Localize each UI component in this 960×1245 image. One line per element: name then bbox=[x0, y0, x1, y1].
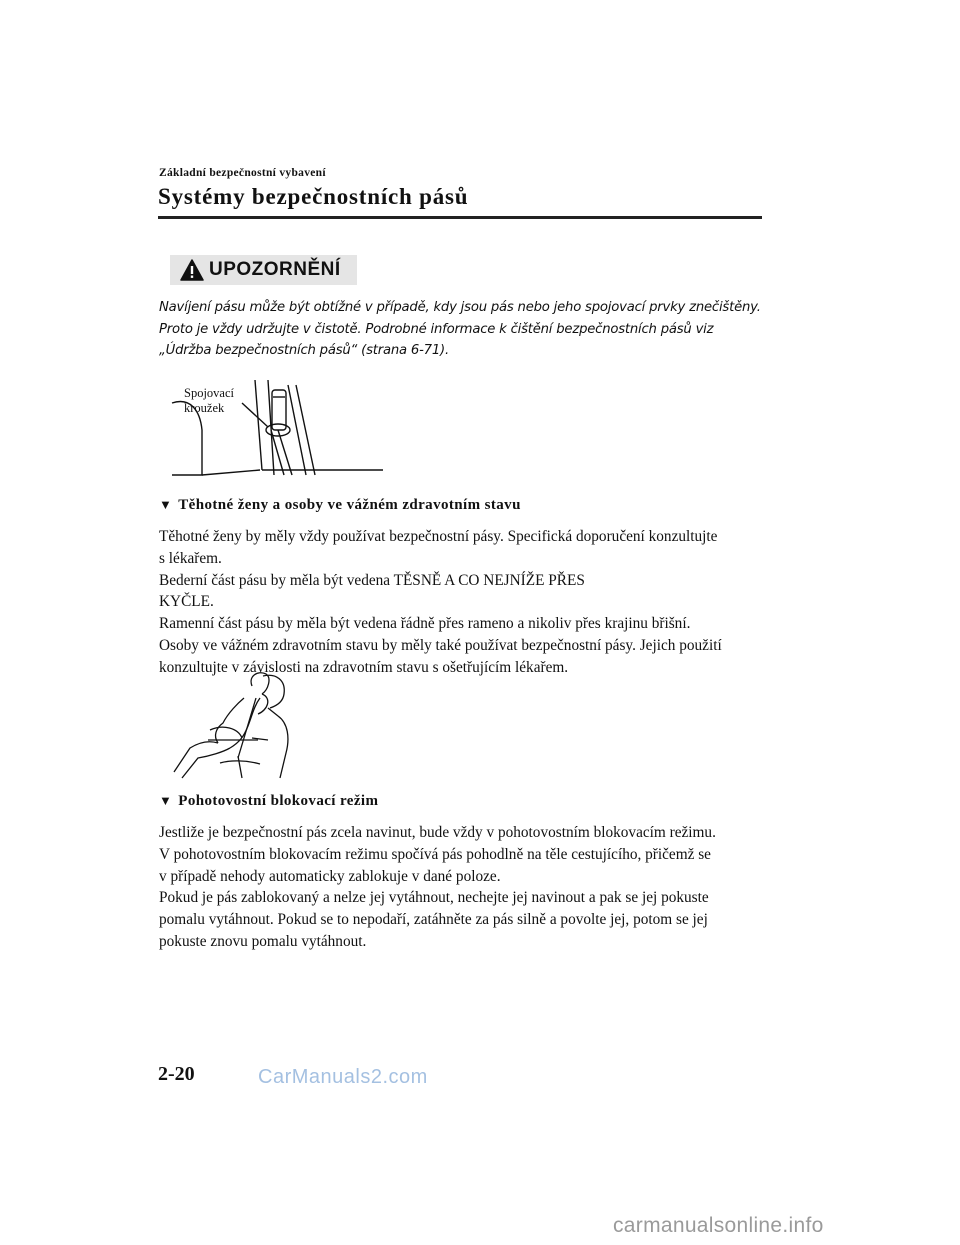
footer-site: carmanualsonline.info bbox=[613, 1214, 824, 1237]
warning-line: Navíjení pásu může být obtížné v případě, kdy jsou pás nebo jeho spojovací prvky znečištěny. bbox=[159, 300, 761, 315]
title-divider bbox=[158, 216, 762, 219]
page-number: 2-20 bbox=[158, 1063, 195, 1085]
figure-label-line: kroužek bbox=[184, 401, 225, 415]
page-title: Systémy bezpečnostních pásů bbox=[158, 184, 469, 209]
triangle-down-icon: ▼ bbox=[159, 497, 173, 512]
figure-label-line: Spojovací bbox=[184, 386, 234, 400]
body-line: konzultujte v závislosti na zdravotním stavu s ošetřujícím lékařem. bbox=[159, 658, 569, 676]
section-body bbox=[159, 526, 769, 679]
section-heading bbox=[159, 497, 521, 514]
section-heading-text: Pohotovostní blokovací režim bbox=[178, 793, 379, 809]
warning-text bbox=[159, 297, 769, 362]
body-line: Bederní část pásu by měla být vedena TĚSNĚ A CO NEJNÍŽE PŘES bbox=[159, 571, 585, 589]
warning-line: Proto je vždy udržujte v čistotě. Podrobné informace k čištění bezpečnostních pásů viz bbox=[159, 321, 714, 337]
body-line: Jestliže je bezpečnostní pás zcela navinut, bude vždy v pohotovostním blokovacím režimu. bbox=[159, 824, 716, 841]
section-heading bbox=[159, 793, 378, 810]
body-line: Těhotné ženy by měly vždy používat bezpečnostní pásy. Specifická doporučení konzultujte bbox=[159, 528, 718, 545]
section-body bbox=[159, 822, 769, 953]
warning-triangle-icon bbox=[180, 259, 204, 281]
body-line: v případě nehody automaticky zablokuje v dané poloze. bbox=[159, 867, 501, 885]
triangle-down-icon: ▼ bbox=[159, 793, 173, 808]
body-line: Pokud je pás zablokovaný a nelze jej vytáhnout, nechejte jej navinout a pak se jej pokuste bbox=[159, 889, 709, 907]
figure-label bbox=[184, 386, 234, 416]
warning-banner bbox=[170, 255, 357, 285]
body-line: V pohotovostním blokovacím režimu spočívá pás pohodlně na těle cestujícího, přičemž se bbox=[159, 845, 711, 863]
watermark: CarManuals2.com bbox=[258, 1066, 428, 1088]
body-line: s lékařem. bbox=[159, 549, 222, 567]
body-line: Ramenní část pásu by měla být vedena řádně přes rameno a nikoliv přes krajinu břišní. bbox=[159, 615, 691, 633]
breadcrumb: Základní bezpečnostní vybavení bbox=[159, 167, 326, 179]
body-line: pomalu vytáhnout. Pokud se to nepodaří, zatáhněte za pás silně a povolte jej, potom se jej bbox=[159, 911, 708, 929]
section-heading-text: Těhotné ženy a osoby ve vážném zdravotním stavu bbox=[178, 497, 521, 513]
warning-line: „Údržba bezpečnostních pásů“ (strana 6-71). bbox=[159, 343, 449, 358]
body-line: pokuste znovu pomalu vytáhnout. bbox=[159, 932, 367, 950]
pregnant-passenger-illustration bbox=[168, 668, 298, 780]
body-line: KYČLE. bbox=[159, 593, 214, 611]
warning-title: UPOZORNĚNÍ bbox=[209, 259, 341, 280]
body-line: Osoby ve vážném zdravotním stavu by měly také používat bezpečnostní pásy. Jejich použití bbox=[159, 636, 722, 654]
